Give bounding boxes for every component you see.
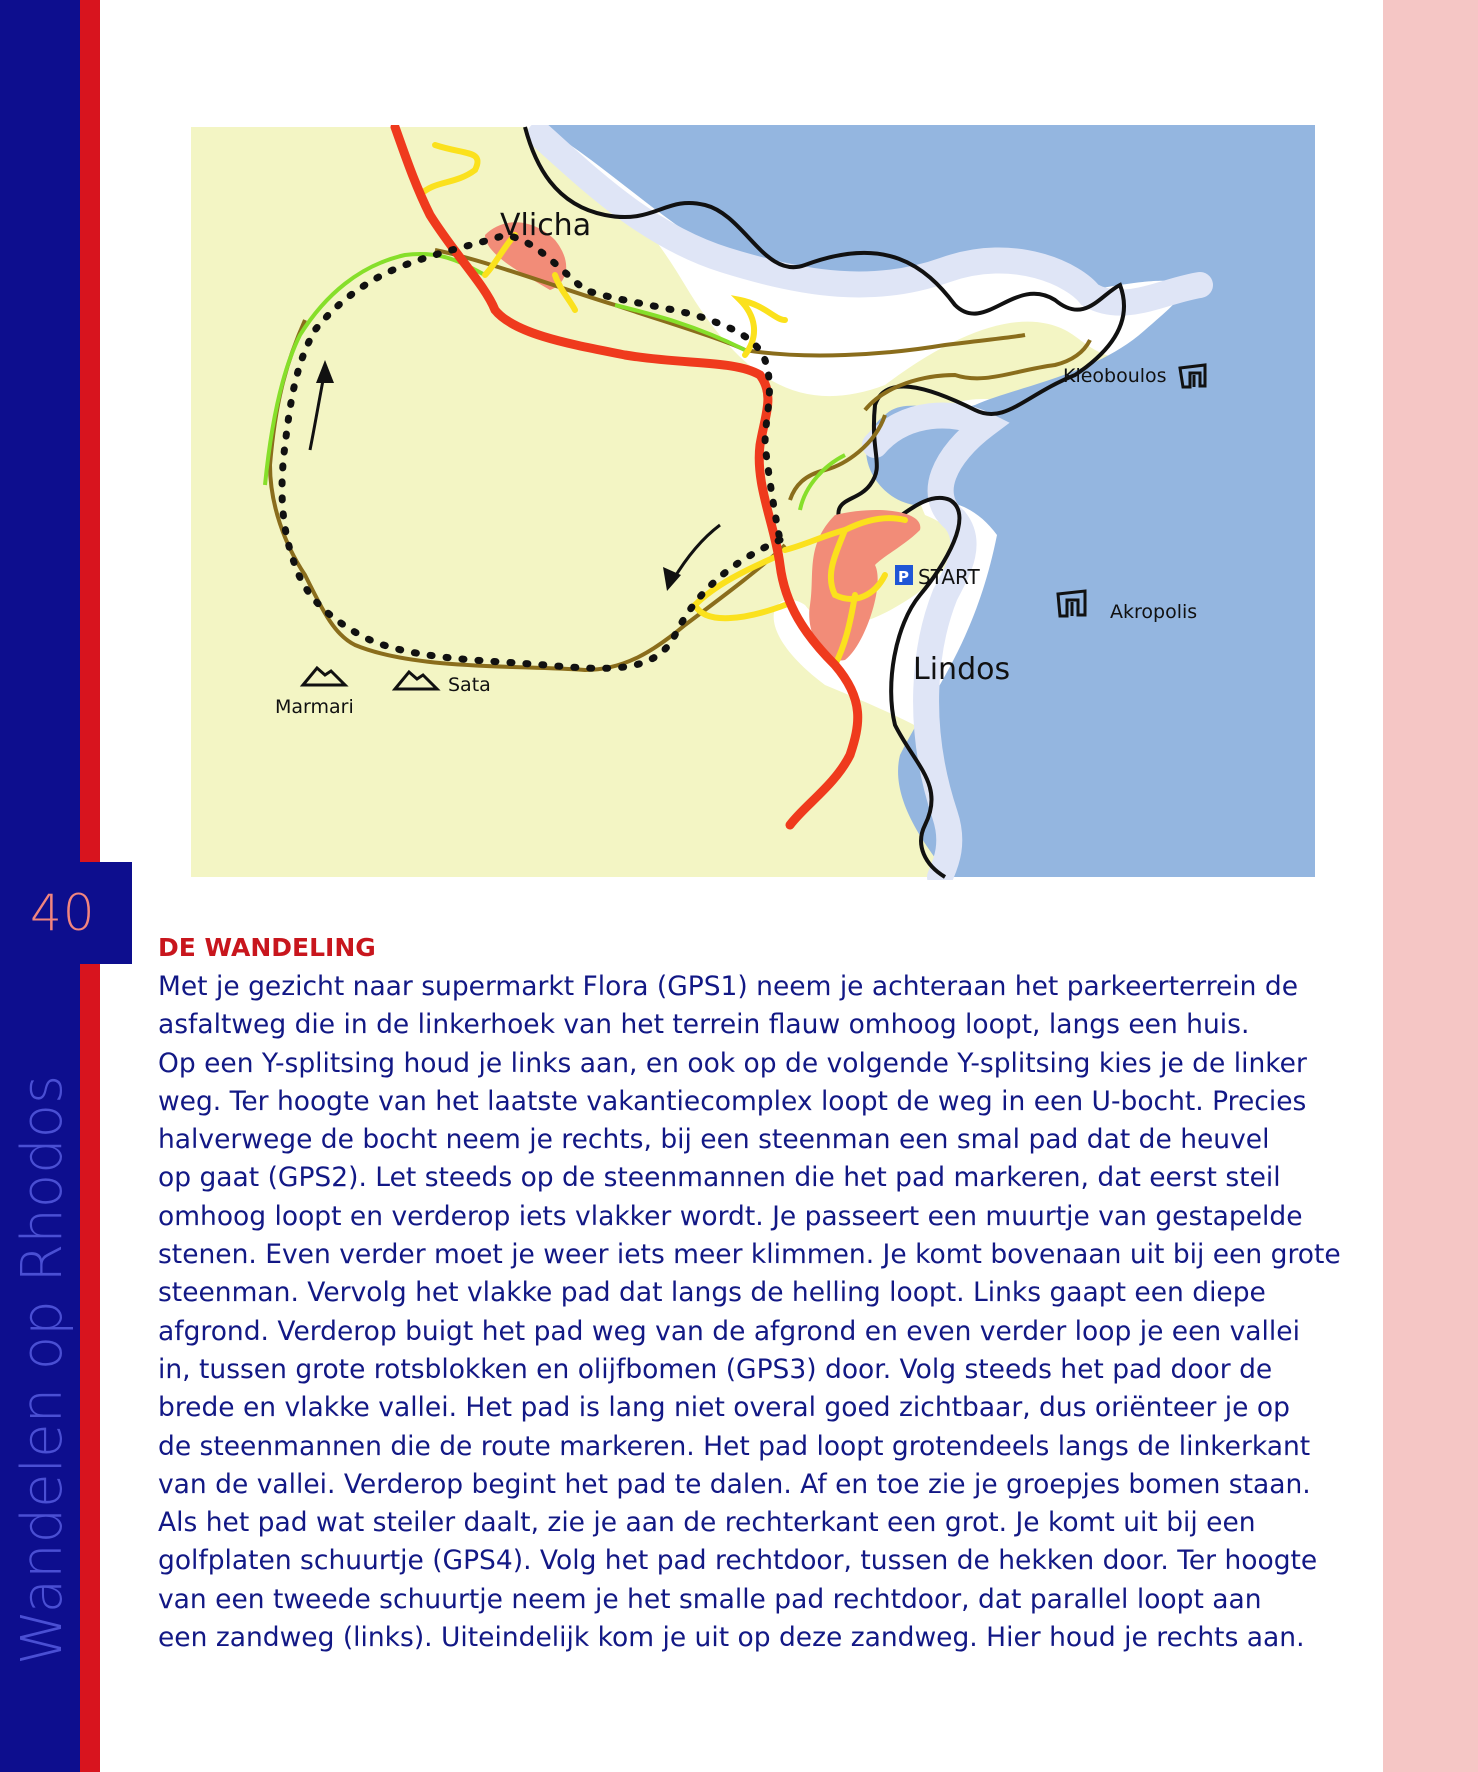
text-line: afgrond. Verderop buigt het pad weg van de afgrond en even verder loop je een vallei [158, 1315, 1300, 1347]
text-line: steenman. Vervolg het vlakke pad dat langs de helling loopt. Links gaapt een diepe [158, 1277, 1266, 1309]
text-line: een zandweg (links). Uiteindelijk kom je uit op deze zandweg. Hier houd je rechts aan. [158, 1622, 1305, 1654]
text-line: op gaat (GPS2). Let steeds op de steenmannen die het pad markeren, dat eerst steil [158, 1162, 1281, 1194]
text-line: weg. Ter hoogte van het laatste vakantiecomplex loopt de weg in een U-bocht. Precies [158, 1085, 1307, 1117]
map-label-lindos: Lindos [913, 652, 1011, 687]
map-label-sata: Sata [448, 674, 491, 696]
map-label-vlicha: Vlicha [500, 208, 592, 243]
article-heading: DE WANDELING [158, 933, 376, 962]
parking-label: P [898, 568, 909, 586]
map-label-akropolis: Akropolis [1110, 601, 1198, 623]
side-road-yellow [740, 300, 785, 355]
text-line: van de vallei. Verderop begint het pad te dalen. Af en toe zie je groepjes bomen staan. [158, 1468, 1311, 1500]
map-label-start: START [918, 565, 980, 589]
text-line: brede en vlakke vallei. Het pad is lang niet overal goed zichtbaar, dus oriënteer je op [158, 1392, 1290, 1424]
text-line: Met je gezicht naar supermarkt Flora (GPS1) neem je achteraan het parkeerterrein de [158, 971, 1299, 1002]
text-line: omhoog loopt en verderop iets vlakker wordt. Je passeert een muurtje van gestapelde [158, 1200, 1303, 1232]
route-map-svg [185, 125, 1325, 880]
map-label-marmari: Marmari [275, 696, 354, 718]
text-line: halverwege de bocht neem je rechts, bij een steenman een smal pad dat de heuvel [158, 1124, 1270, 1156]
page-number: 40 [0, 862, 132, 964]
article-body [158, 968, 1373, 1657]
text-line: asfaltweg die in de linkerhoek van het terrein flauw omhoog loopt, langs een huis. [158, 1009, 1250, 1041]
side-title: Wandelen op Rhodos [10, 1074, 75, 1665]
text-line: de steenmannen die de route markeren. Het pad loopt grotendeels langs de linkerkant [158, 1430, 1311, 1462]
text-line: in, tussen grote rotsblokken en olijfbomen (GPS3) door. Volg steeds het pad door de [158, 1353, 1273, 1385]
text-line: Als het pad wat steiler daalt, zie je aan de rechterkant een grot. Je komt uit bij een [158, 1507, 1256, 1539]
map-label-kleoboulos: Kleoboulos [1063, 365, 1167, 387]
text-line: golfplaten schuurtje (GPS4). Volg het pad rechtdoor, tussen de hekken door. Ter hoogte [158, 1545, 1318, 1577]
right-pink-band [1383, 0, 1478, 1772]
text-line: Op een Y-splitsing houd je links aan, en ook op de volgende Y-splitsing kies je de linker [158, 1047, 1307, 1079]
route-map [185, 125, 1325, 880]
text-line: van een tweede schuurtje neem je het smalle pad rechtdoor, dat parallel loopt aan [158, 1583, 1262, 1615]
text-line: stenen. Even verder moet je weer iets meer klimmen. Je komt bovenaan uit bij een grote [158, 1239, 1341, 1271]
article [158, 930, 1373, 1657]
